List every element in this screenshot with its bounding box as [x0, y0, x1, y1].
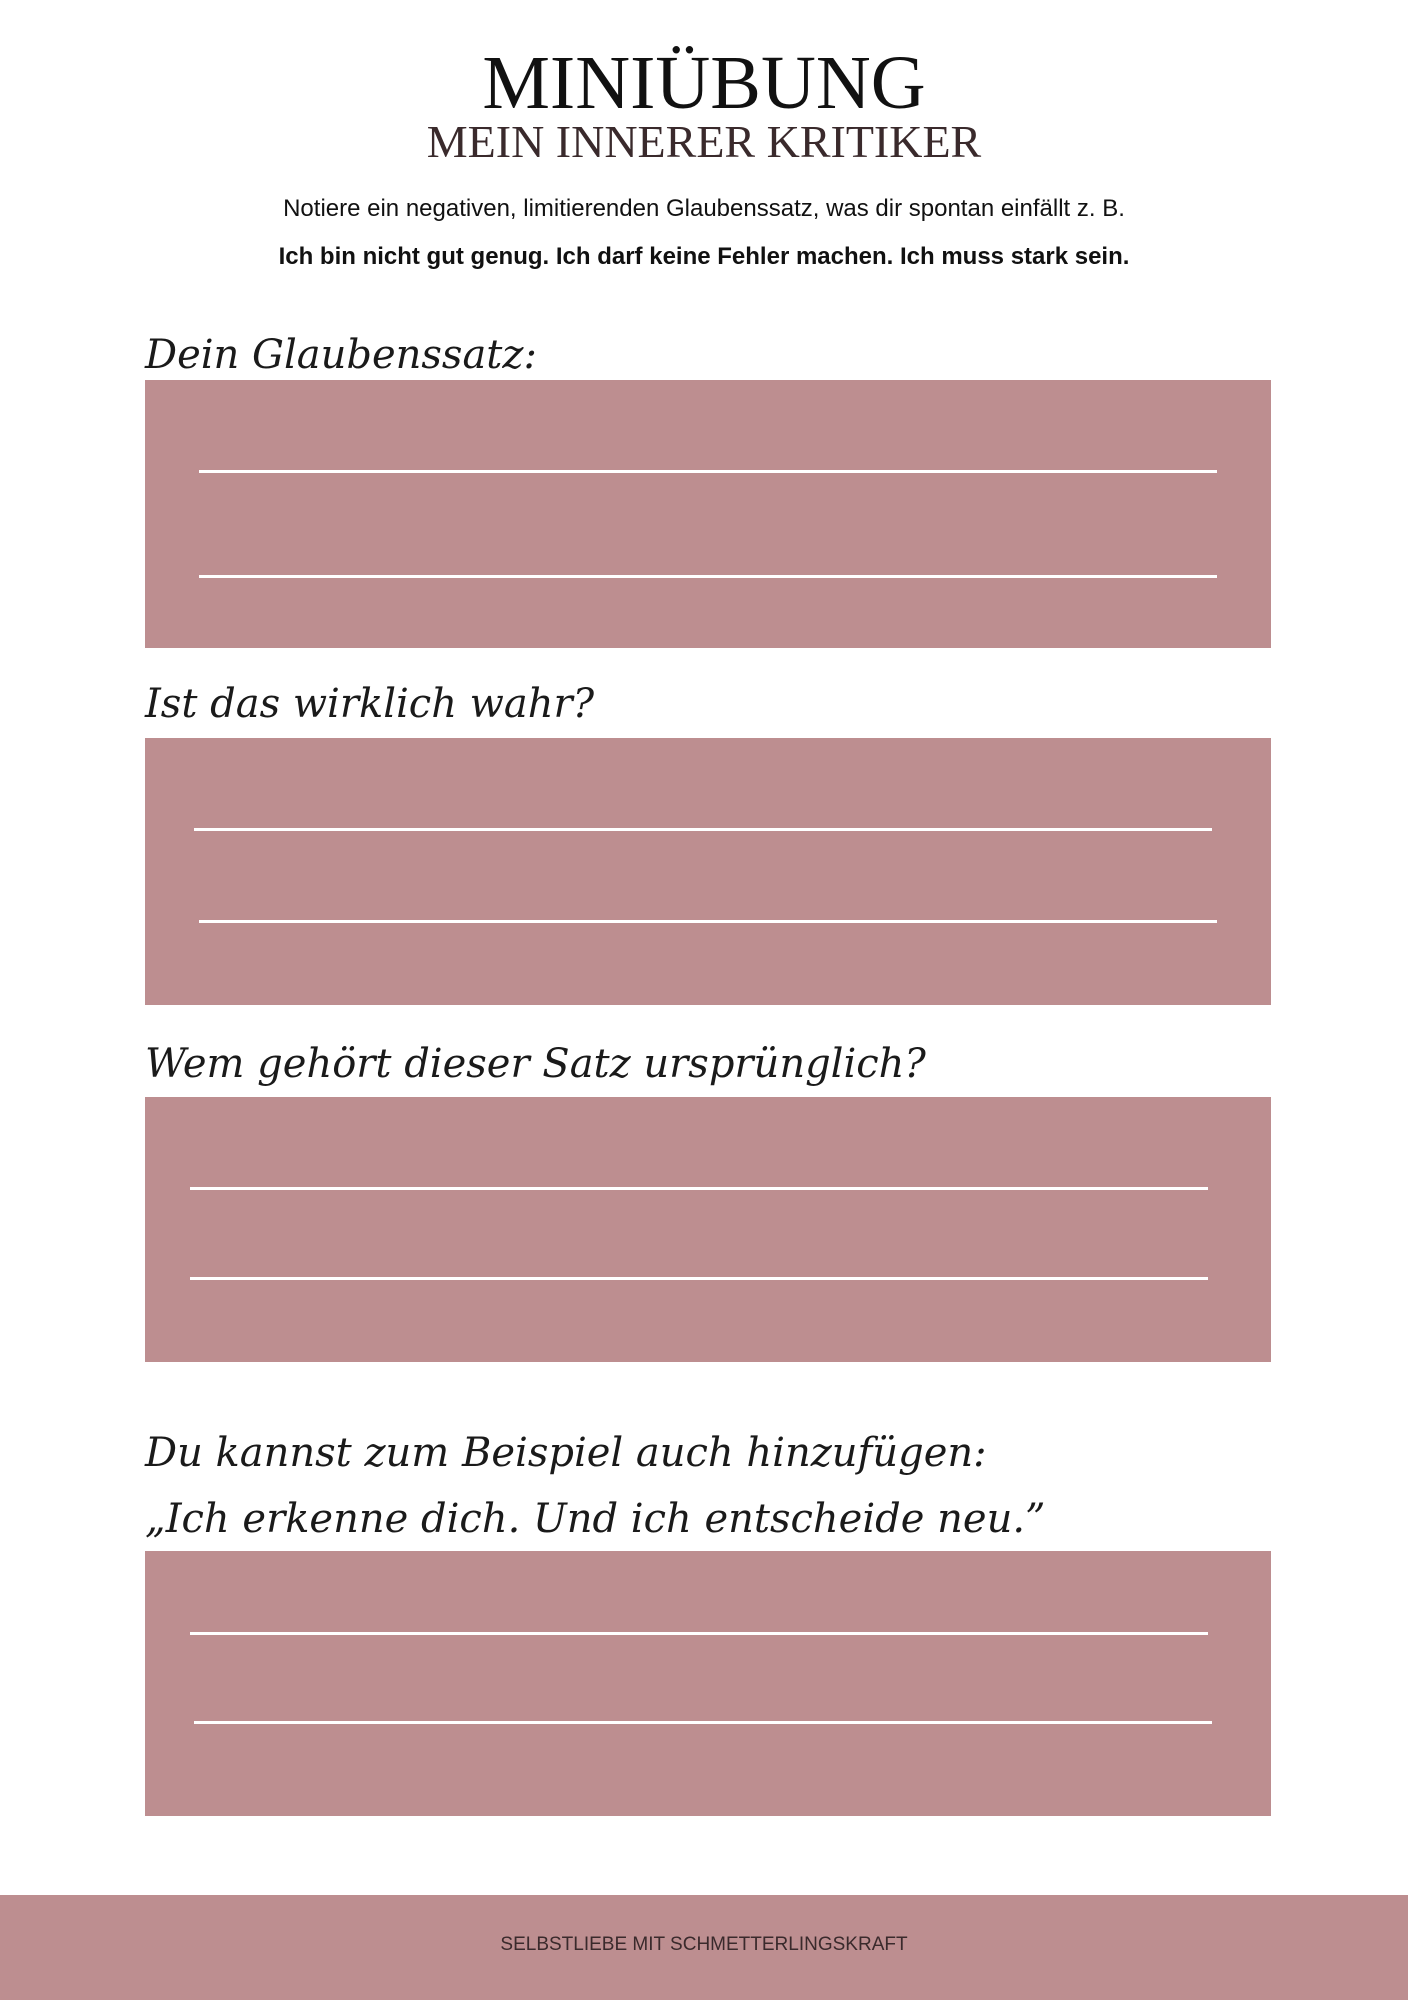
writing-line	[199, 920, 1217, 923]
section-heading-origin: Wem gehört dieser Satz ursprünglich?	[145, 1041, 926, 1087]
example-beliefs: Ich bin nicht gut genug. Ich darf keine Fehler machen. Ich muss stark sein.	[278, 243, 1130, 270]
page-title: MINIÜBUNG	[482, 41, 926, 125]
writing-line	[194, 1721, 1212, 1724]
section-heading-belief: Dein Glaubenssatz:	[145, 332, 537, 378]
writing-line	[199, 575, 1217, 578]
answer-box-origin[interactable]	[145, 1097, 1271, 1362]
writing-line	[190, 1632, 1208, 1635]
affirmation-quote: „Ich erkenne dich. Und ich entscheide neu.”	[145, 1496, 1046, 1542]
writing-line	[199, 470, 1217, 473]
section-heading-addition: Du kannst zum Beispiel auch hinzufügen:	[145, 1430, 987, 1476]
writing-line	[194, 828, 1212, 831]
writing-line	[190, 1187, 1208, 1190]
answer-box-belief[interactable]	[145, 380, 1271, 648]
writing-line	[190, 1277, 1208, 1280]
page-subtitle: MEIN INNERER KRITIKER	[426, 116, 982, 167]
footer-text: SELBSTLIEBE MIT SCHMETTERLINGSKRAFT	[500, 1934, 908, 1955]
intro-text: Notiere ein negativen, limitierenden Glaubenssatz, was dir spontan einfällt z. B.	[283, 195, 1125, 222]
answer-box-truth[interactable]	[145, 738, 1271, 1005]
section-heading-truth: Ist das wirklich wahr?	[145, 681, 595, 727]
answer-box-addition[interactable]	[145, 1551, 1271, 1816]
